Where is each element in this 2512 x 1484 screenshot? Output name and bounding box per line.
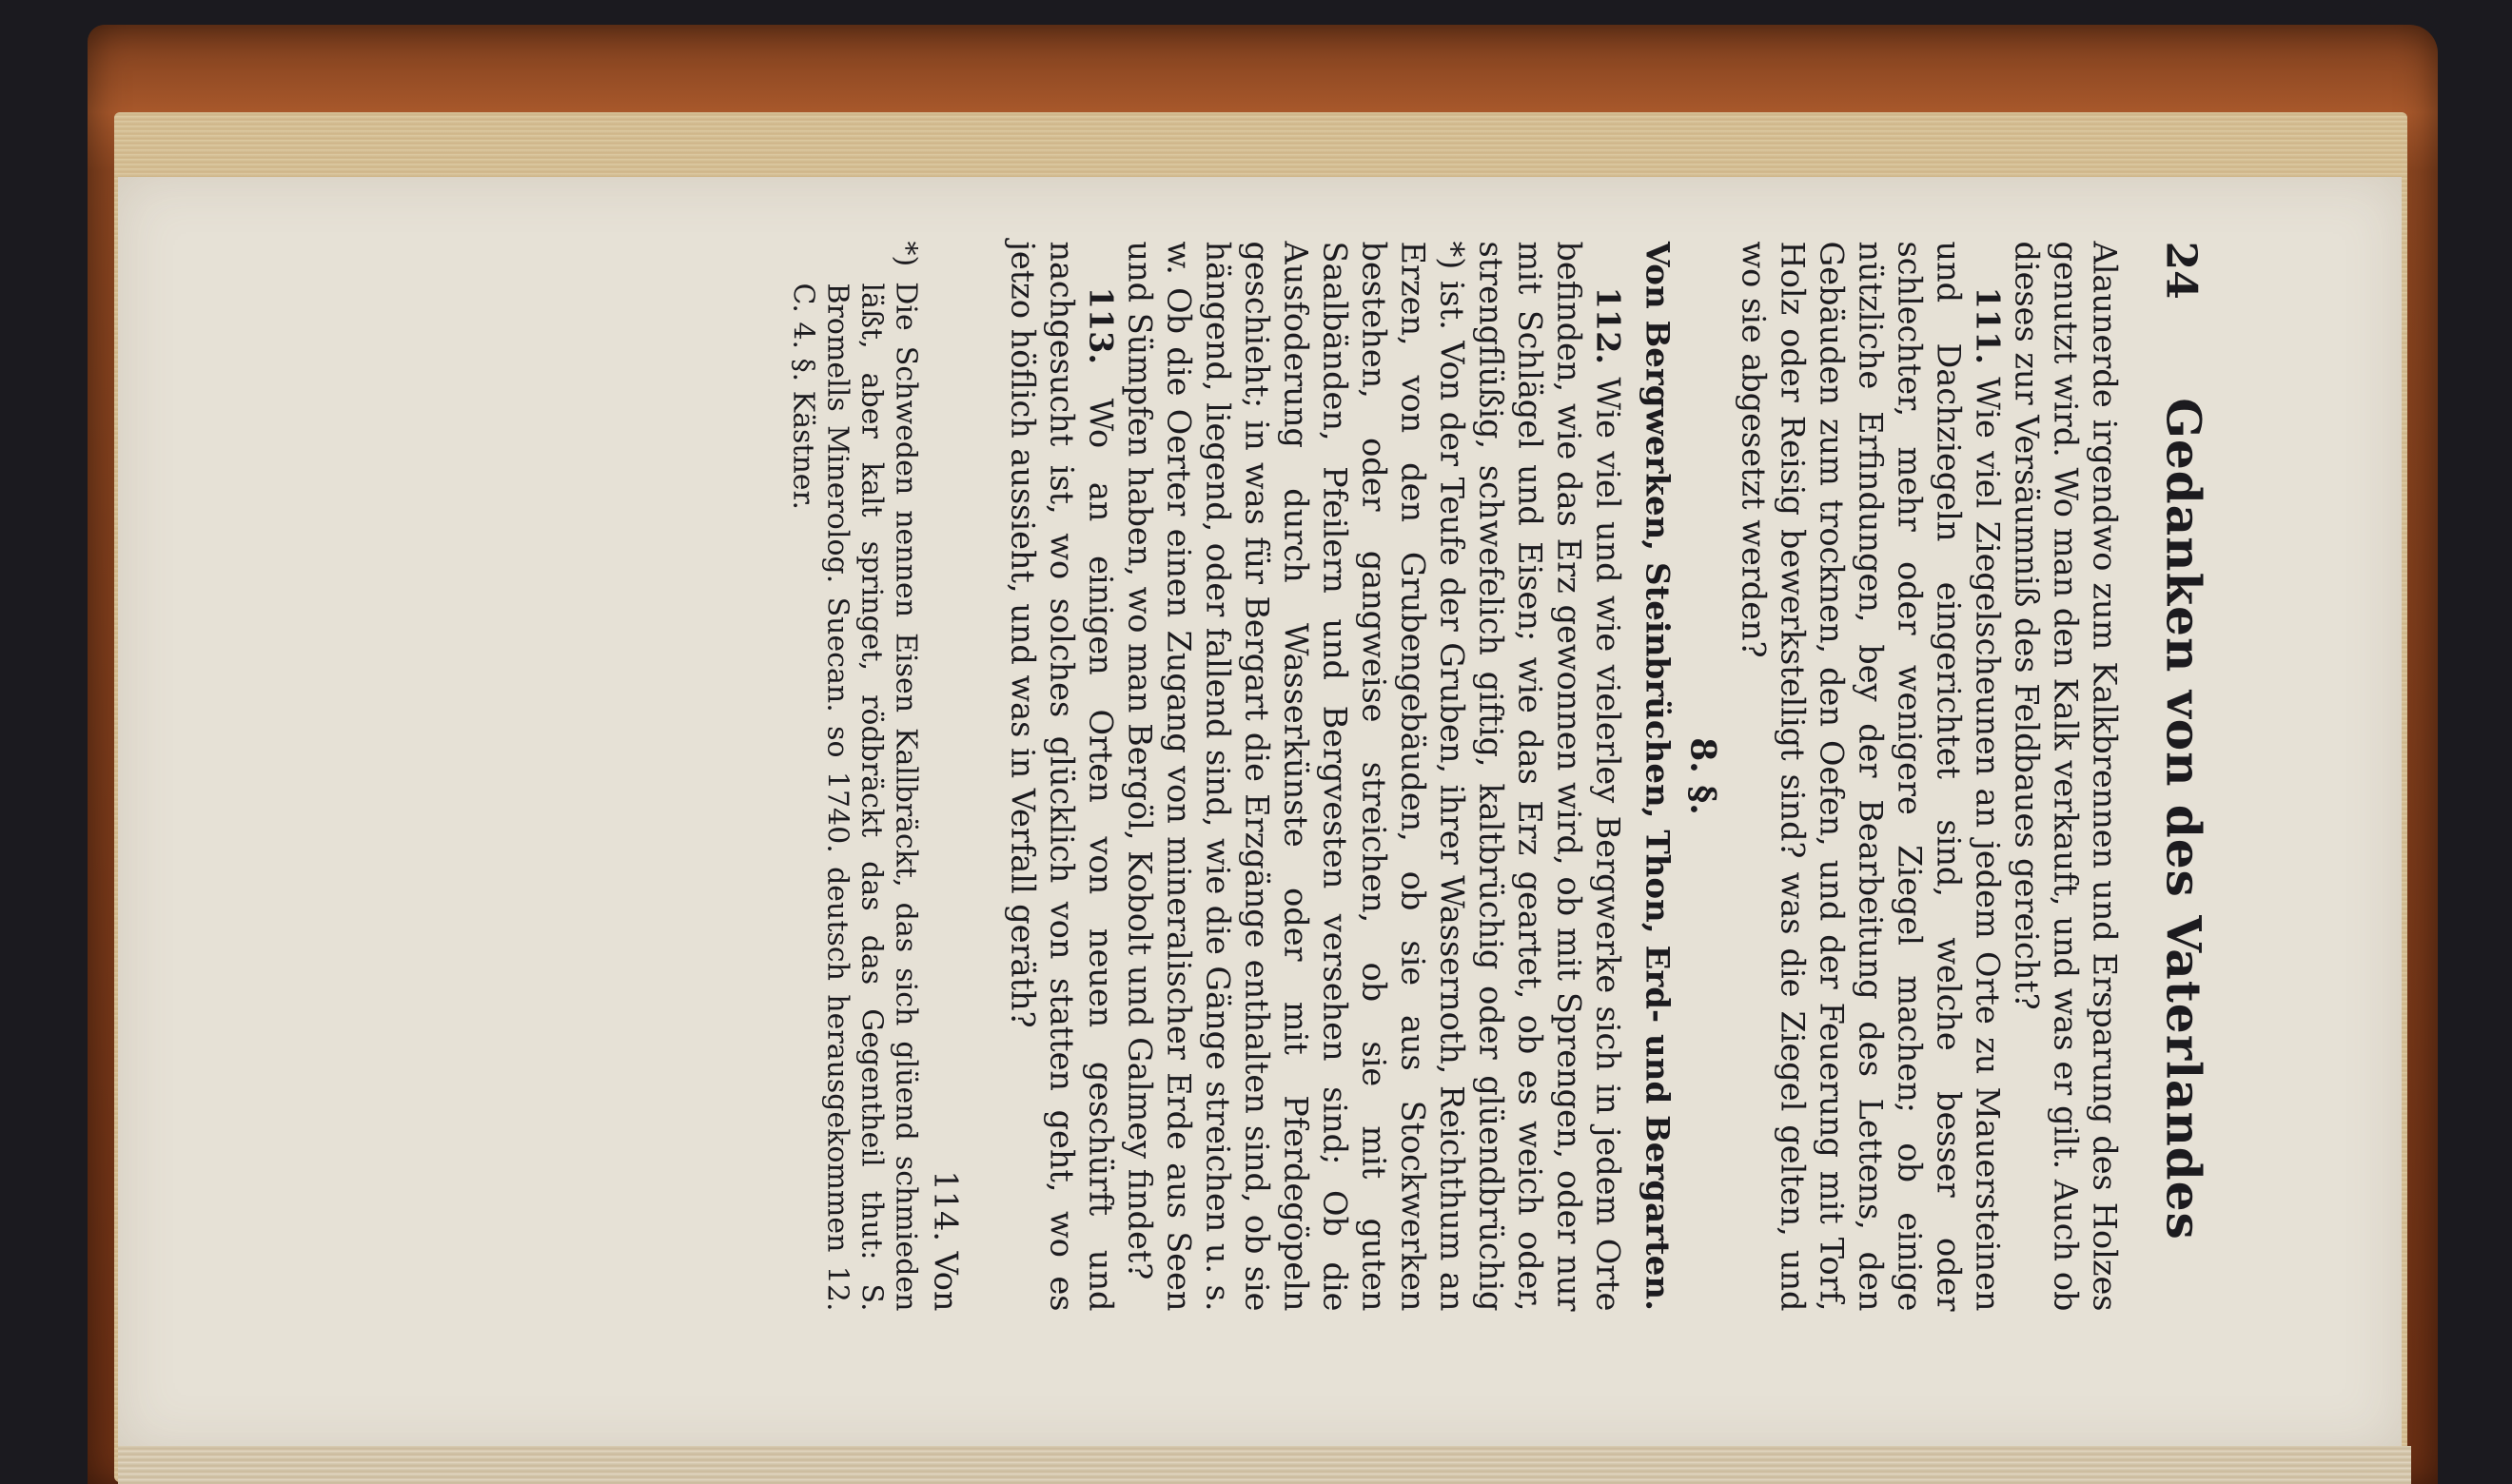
- footnote-marker: *): [889, 241, 923, 267]
- running-title: Gedanken von des Vaterlandes: [2155, 398, 2212, 1240]
- question-111: [1735, 242, 2008, 1312]
- question-text: Wie viel und wie vielerley Bergwerke sich in jedem Orte befinden, wie das Erz gewonnen wird, ob mit Sprengen, oder nur mit Schlägel und Eisen; wie das Erz geartet, ob es weich oder, strengflüßig, schwefelich giftig, kaltbrüchig oder glüendbrüchig *) ist. Von der Teufe der Gruben, ihrer Wassernoth, Reichthum an Erzen, von den Grubengebäuden, ob sie aus Stockwerken bestehen, oder gangweise streichen, ob sie mit guten Saalbänden, Pfeilern und Bergvesten versehen sind; Ob die Ausfoderung durch Wasserkünste oder mit Pferdegöpeln geschieht; in was für Bergart die Erzgänge enthalten sind, ob sie hängend, liegend, oder fallend sind, wie die Gänge streichen u. s. w. Ob die Oerter einen Zugang von mineralischer Erde aus Seen und Sümpfen haben, wo man Bergöl, Kobolt und Galmey findet?: [1121, 241, 1627, 1312]
- paragraph-continued: Alaunerde irgendwo zum Kalkbrennen und Ersparung des Holzes genutzt wird. Wo man den Kalk verkauft, und was er gilt. Auch ob dieses zur Versäumniß des Feldbaues gereicht?: [2008, 241, 2124, 1312]
- page-text-block: [309, 242, 2212, 1312]
- question-number: 112.: [1589, 286, 1627, 365]
- page-stack-edge: [118, 1446, 2411, 1484]
- footnote: [786, 242, 923, 1312]
- section-number: 8. §.: [1682, 737, 1723, 815]
- footnote-text: Die Schweden nennen Eisen Kallbräckt, das sich glüend schmieden läßt, aber kalt springet, rödbräckt das das Gegentheil thut: S. Bromells Minerolog. Suecan. so 1740. deutsch herausgekommen 12. C. 4. §. Kästner.: [786, 282, 923, 1312]
- question-number: 111.: [1969, 286, 2007, 365]
- question-113: [1004, 242, 1121, 1312]
- question-text: Wie viel Ziegelscheunen an jedem Orte zu Mauersteinen und Dachziegeln eingerichtet sind, welche besser oder schlechter, mehr oder wenigere Ziegel machen; ob einige nützliche Erfindungen, bey der Bearbeitung des Lettens, den Gebäuden zum trocknen, den Oefen, und der Feuerung mit Torf, Holz oder Reisig bewerkstelligt sind? was die Ziegel gelten, und wo sie abgesetzt werden?: [1735, 241, 2007, 1312]
- section-title: Von Bergwerken, Steinbrüchen, Thon, Erd- und Bergarten.: [1638, 242, 1677, 1311]
- running-head: [2146, 242, 2212, 1312]
- question-text: Wo an einigen Orten von neuen geschürft und nachgesucht ist, wo solches glücklich von statten geht, wo es jetzo höflich aussieht, und was in Verfall geräth?: [1004, 241, 1120, 1312]
- question-112: [1121, 242, 1628, 1312]
- page-number: 24: [2156, 241, 2206, 300]
- catchword: 114. Von: [927, 1170, 965, 1312]
- question-number: 113.: [1082, 286, 1120, 365]
